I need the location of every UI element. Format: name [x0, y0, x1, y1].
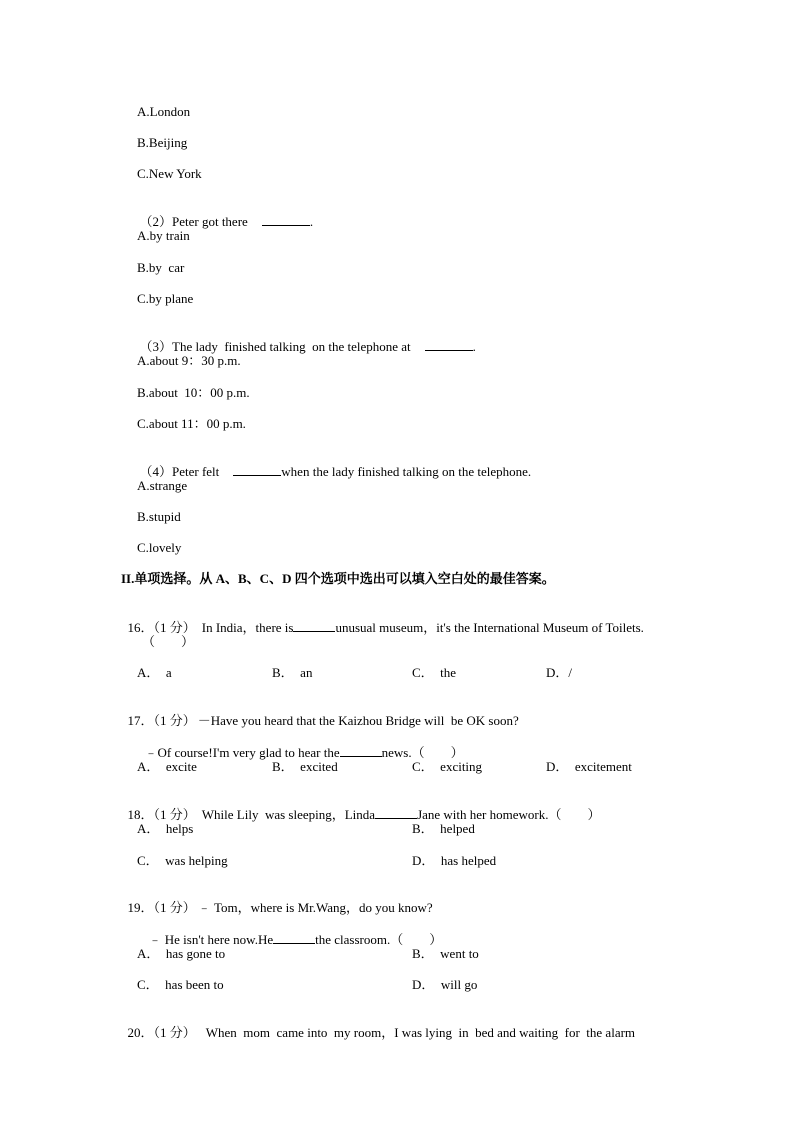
option-b: B． helped [412, 821, 475, 836]
q15-4-option-c: C.lovely [137, 540, 182, 555]
q15-1-option-c: C.New York [137, 166, 202, 181]
q15-3-option-c: C.about 11：00 p.m. [137, 416, 246, 431]
question-text: While Lily was sleeping，Linda [201, 807, 376, 822]
q15-2-option-b: B.by car [137, 260, 185, 275]
option-d: D． excitement [546, 759, 632, 774]
question-20 [121, 1009, 635, 1041]
option-a: A． a [137, 665, 172, 680]
option-b: B． excited [272, 759, 338, 774]
question-19 [121, 884, 433, 916]
question-text-end: the classroom.（ ） [315, 932, 443, 947]
option-c: C． the [412, 665, 457, 680]
option-c: C． has been to [137, 977, 224, 992]
option-d: D． will go [412, 977, 478, 992]
question-18 [121, 790, 600, 823]
q15-2-stem [133, 197, 313, 230]
q15-3-stem-text: （3）The lady finished talking on the telephone at [139, 339, 411, 354]
q15-3-option-a: A.about 9：30 p.m. [137, 353, 241, 368]
question-text-end: news.（ ） [381, 745, 464, 760]
q15-4-stem [133, 447, 531, 480]
q15-4-option-b: B.stupid [137, 509, 181, 524]
question-number: 16．（1 分） [127, 620, 196, 635]
option-a: A． has gone to [137, 946, 226, 961]
q15-4-stem-end: when the lady finished talking on the telephone. [281, 464, 532, 479]
question-text: －Have you heard that the Kaizhou Bridge will be OK soon? [197, 713, 519, 728]
question-text: ﹣Of course!I'm very glad to hear the [144, 745, 340, 760]
question-number: 17．（1 分） [127, 713, 196, 728]
q15-3-option-b: B.about 10：00 p.m. [137, 385, 250, 400]
option-c: C． was helping [137, 853, 228, 868]
option-d: D． has helped [412, 853, 497, 868]
question-17 [121, 697, 519, 729]
q15-4-stem-text: （4）Peter felt [139, 464, 220, 479]
option-b: B． an [272, 665, 313, 680]
question-text: ﹣ He isn't here now.He [148, 932, 274, 947]
q15-3-stem-end: . [472, 339, 476, 354]
question-19-line2 [142, 915, 442, 948]
option-a: A． helps [137, 821, 194, 836]
question-text-end: Jane with her homework.（ ） [417, 807, 601, 822]
q15-2-stem-end: . [309, 214, 314, 229]
q15-2-stem-text: （2）Peter got there [139, 214, 248, 229]
option-c: C． exciting [412, 759, 483, 774]
section-heading: II.单项选择。从 A、B、C、D 四个选项中选出可以填入空白处的最佳答案。 [121, 571, 555, 586]
q15-1-option-b: B.Beijing [137, 135, 188, 150]
question-16 [121, 603, 644, 636]
answer-blank [425, 338, 473, 351]
answer-parentheses: （ ） [142, 634, 195, 649]
option-d: D．/ [546, 665, 573, 680]
question-number: 18．（1 分） [127, 807, 196, 822]
answer-blank [375, 806, 417, 819]
question-text: ﹣ Tom，where is Mr.Wang，do you know? [197, 900, 433, 915]
answer-blank [233, 463, 281, 476]
question-number: 20．（1 分） [127, 1025, 196, 1040]
option-a: A． excite [137, 759, 197, 774]
answer-blank [262, 213, 310, 226]
answer-blank [293, 619, 335, 632]
q15-3-stem [133, 322, 476, 355]
q15-2-option-c: C.by plane [137, 291, 194, 306]
q15-4-option-a: A.strange [137, 478, 188, 493]
question-17-line2 [138, 728, 464, 761]
question-text-end: unusual museum，it's the International Museum of Toilets. [335, 620, 644, 635]
answer-blank [340, 744, 382, 757]
question-number: 19．（1 分） [127, 900, 196, 915]
option-b: B． went to [412, 946, 479, 961]
q15-2-option-a: A.by train [137, 228, 190, 243]
q15-1-option-a: A.London [137, 104, 191, 119]
answer-blank [273, 931, 315, 944]
question-text: When mom came into my room，I was lying in bed and waiting for the alarm [205, 1025, 636, 1040]
question-text: In India，there is [201, 620, 294, 635]
